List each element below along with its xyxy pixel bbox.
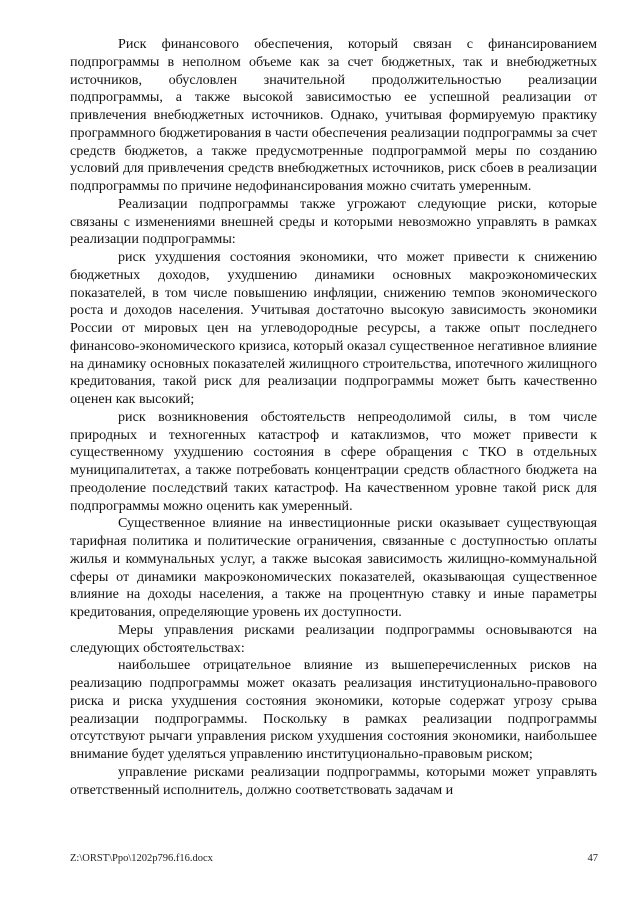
document-body <box>70 36 597 799</box>
paragraph-risk-management-intro: Меры управления рисками реализации подпрограммы основываются на следующих обстоятельствах: <box>70 621 597 656</box>
footer-page-number: 47 <box>587 853 598 864</box>
paragraph-financing-risk: Риск финансового обеспечения, который связан с финансированием подпрограммы в неполном объеме как за счет бюджетных, так и внебюджетных источников, обусловлен значительной продолжительностью реализации подпрограммы, а также высокой зависимостью ее успешной реализации от привлечения внебюджетных источников. Однако, учитывая формируемую практику программного бюджетирования в части обеспечения реализации подпрограммы за счет средств бюджетов, а также предусмотренные подпрограммой меры по созданию условий для привлечения средств внебюджетных источников, риск сбоев в реализации подпрограммы по причине недофинансирования можно считать умеренным. <box>70 36 597 194</box>
footer-file-path: Z:\ORST\Ppo\1202p796.f16.docx <box>70 853 213 864</box>
paragraph-investment-risks: Существенное влияние на инвестиционные риски оказывает существующая тарифная политика и политические ограничения, связанные с доступностью оплаты жилья и коммунальных услуг, а также высокая зависимость жилищно-коммунальной сферы от динамики макроэкономических показателей, оказывающая существенное влияние на доходы населения, а также на процентную ставку и иные параметры кредитования, определяющие уровень их доступности. <box>70 515 597 620</box>
paragraph-force-majeure-risk: риск возникновения обстоятельств непреодолимой силы, в том числе природных и техногенных катастроф и катаклизмов, что может привести к существенному ухудшению состояния в сфере обращения с ТКО в отдельных муниципалитетах, а также потребовать концентрации средств областного бюджета на преодоление последствий таких катастроф. На качественном уровне такой риск для подпрограммы можно оценить как умеренный. <box>70 408 597 514</box>
paragraph-risk-management-tasks: управление рисками реализации подпрограммы, которыми может управлять ответственный исполнитель, должно соответствовать задачам и <box>70 763 597 798</box>
paragraph-institutional-risk: наибольшее отрицательное влияние из вышеперечисленных рисков на реализацию подпрограммы может оказать реализация институционально-правового риска и риска ухудшения состояния экономики, которые содержат угрозу срыва реализации подпрограммы. Поскольку в рамках реализации подпрограммы отсутствуют рычаги управления риском ухудшения состояния экономики, наибольшее внимание будет уделяться управлению институционально-правовым риском; <box>70 657 597 762</box>
paragraph-external-risks-intro: Реализации подпрограммы также угрожают следующие риски, которые связаны с изменениями внешней среды и которыми невозможно управлять в рамках реализации подпрограммы: <box>70 195 597 248</box>
paragraph-economy-risk: риск ухудшения состояния экономики, что может привести к снижению бюджетных доходов, ухудшению динамики основных макроэкономических показателей, в том числе повышению инфляции, снижению темпов экономического роста и доходов населения. Учитывая достаточно высокую зависимость экономики России от мировых цен на углеводородные ресурсы, а также опыт последнего финансово-экономического кризиса, который оказал существенное негативное влияние на динамику основных показателей жилищного строительства, ипотечного жилищного кредитования, такой риск для реализации подпрограммы может быть качественно оценен как высокий; <box>70 249 597 407</box>
